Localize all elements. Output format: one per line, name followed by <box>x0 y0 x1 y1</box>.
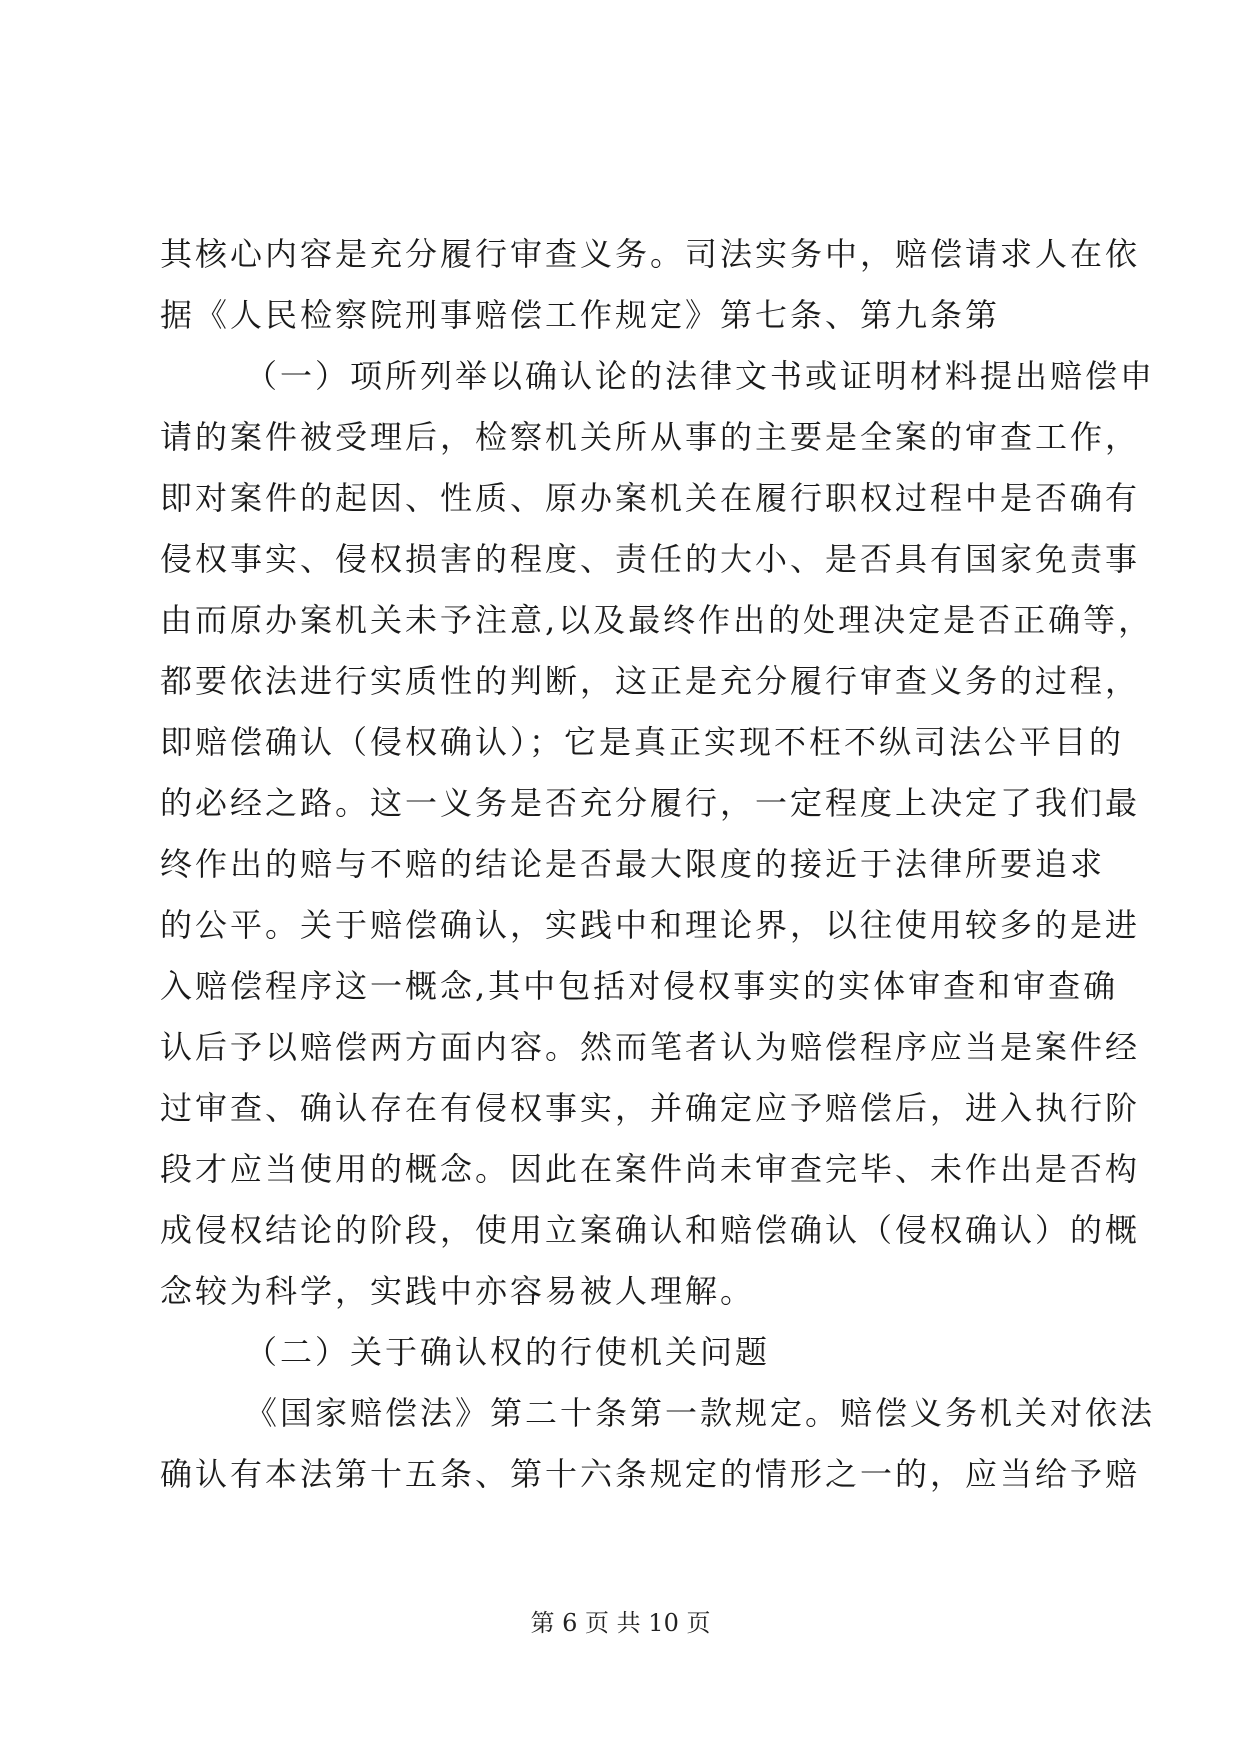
text-line: （一）项所列举以确认论的法律文书或证明材料提出赔偿申 <box>245 357 1156 395</box>
text-line: 过审查、确认存在有侵权事实，并确定应予赔偿后，进入执行阶 <box>160 1089 1141 1127</box>
text-line: 段才应当使用的概念。因此在案件尚未审查完毕、未作出是否构 <box>160 1150 1141 1188</box>
text-line: 即对案件的起因、性质、原办案机关在履行职权过程中是否确有 <box>160 479 1141 517</box>
text-line: 的公平。关于赔偿确认，实践中和理论界，以往使用较多的是进 <box>160 906 1141 944</box>
document-body <box>160 224 1156 1505</box>
text-line: 终作出的赔与不赔的结论是否最大限度的接近于法律所要追求 <box>160 845 1106 883</box>
text-line: 认后予以赔偿两方面内容。然而笔者认为赔偿程序应当是案件经 <box>160 1028 1141 1066</box>
text-line: 成侵权结论的阶段，使用立案确认和赔偿确认（侵权确认）的概 <box>160 1211 1141 1249</box>
text-line: 《国家赔偿法》第二十条第一款规定。赔偿义务机关对依法 <box>245 1394 1156 1432</box>
text-line: 念较为科学，实践中亦容易被人理解。 <box>160 1272 756 1310</box>
text-line: 确认有本法第十五条、第十六条规定的情形之一的，应当给予赔 <box>160 1455 1141 1493</box>
text-line: 都要依法进行实质性的判断，这正是充分履行审查义务的过程， <box>160 662 1141 700</box>
text-line: 的必经之路。这一义务是否充分履行，一定程度上决定了我们最 <box>160 784 1141 822</box>
text-line: 入赔偿程序这一概念,其中包括对侵权事实的实体审查和审查确 <box>160 967 1119 1005</box>
text-line: 由而原办案机关未予注意,以及最终作出的处理决定是否正确等， <box>160 601 1154 639</box>
text-line: 据《人民检察院刑事赔偿工作规定》第七条、第九条第 <box>160 296 1001 334</box>
text-line: 即赔偿确认（侵权确认）；它是真正实现不枉不纵司法公平目的 <box>160 723 1125 761</box>
text-line: 请的案件被受理后，检察机关所从事的主要是全案的审查工作， <box>160 418 1141 456</box>
text-line: 其核心内容是充分履行审查义务。司法实务中，赔偿请求人在依 <box>160 235 1141 273</box>
page-number-footer: 第 6 页 共 10 页 <box>530 1609 711 1637</box>
section-heading: （二）关于确认权的行使机关问题 <box>245 1333 771 1371</box>
text-line: 侵权事实、侵权损害的程度、责任的大小、是否具有国家免责事 <box>160 540 1141 578</box>
